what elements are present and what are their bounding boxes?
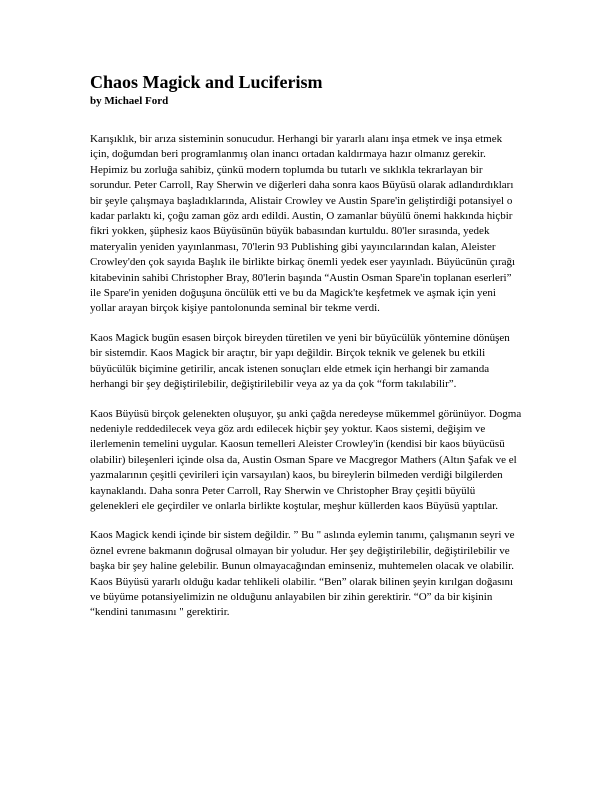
document-title: Chaos Magick and Luciferism bbox=[90, 72, 323, 92]
document-body bbox=[90, 132, 522, 621]
document-byline: by Michael Ford bbox=[90, 95, 169, 107]
document-page bbox=[90, 72, 522, 635]
paragraph-3: Kaos Büyüsü birçok gelenekten oluşuyor, şu anki çağda neredeyse mükemmel görünüyor. Dogma nedeniyle reddedilecek veya göz ardı edilecek hiçbir şey yoktur. Kaos sistemi, değişim ve ilerlemenin temelini uygular. Kaosun temelleri Aleister Crowley'in (kendisi bir kaos büyücüsü olabilir) bileşenleri içinde olsa da, Austin Osman Spare ve Macgregor Mathers (Altın Şafak ve el yazmalarının çeşitli çevirileri için varsayılan) kaos, bu bireylerin bilmeden verdiği bilgilerden kaynaklandı. Daha sonra Peter Carroll, Ray Sherwin ve Christopher Bray çeşitli büyülü gelenekleri ele geçirdiler ve onlarla birlikte koştular, meşhur küllerden kaos Büyüsü yaptılar. bbox=[90, 407, 522, 512]
paragraph-1: Karışıklık, bir arıza sisteminin sonucudur. Herhangi bir yararlı alanı inşa etmek ve inşa etmek için, doğumdan beri programlanmış olan inancı ortadan kaldırmaya hazır olmanız gerekir. Hepimiz bu zorluğa sahibiz, çünkü modern toplumda bu tutarlı ve sıklıkla tekrarlayan bir sorundur. Peter Carroll, Ray Sherwin ve diğerleri daha sonra kaos Büyüsü olarak adlandırdıkları bir şeyle çalışmaya başladıklarında, Alistair Crowley ve Austin Spare'in geliştirdiği potansiyel o kadar parlaktı ki, çoğu zaman göz ardı edildi. Austin, O zamanlar büyülü önemi hakkında hiçbir fikri yokken, şüphesiz kaos Büyüsünün büyük babasından kurtuldu. 80'ler sırasında, yedek materyalin yeniden yayınlanması, 70'lerin 93 Publishing gibi yayıncılarından kalan, Aleister Crowley'den çok sayıda Başlık ile birlikte birkaç önemli yedek eser yayınladı. Büyücünün çırağı kitabevinin sahibi Christopher Bray, 80'lerin başında “Austin Osman Spare'in toplanan eserleri” ile Spare'in yeniden doğuşuna öncülük etti ve bu da Magick'te keşfetmek ve aşmak için yeni yollar arayan birçok kişiye pantolonunda seminal bir tekme verdi. bbox=[90, 133, 516, 315]
paragraph-2: Kaos Magick bugün esasen birçok bireyden türetilen ve yeni bir büyücülük yöntemine dönüşen bir sistemdir. Kaos Magick bir araçtır, bir yapı değildir. Birçok teknik ve gelenek bu etkili büyücülük biçimine getirilir, ancak istenen sonuçları elde etmek için herhangi bir zamanda herhangi bir şey değiştirilebilir, değiştirilebilir veya az ya da çok “form takılabilir”. bbox=[90, 331, 510, 391]
paragraph-4: Kaos Magick kendi içinde bir sistem değildir. ” Bu " aslında eylemin tanımı, çalışmanın seyri ve öznel evrene bakmanın doğrusal olmayan bir yoludur. Her şey değiştirilebilir, değiştirilebilir ve başka bir şey haline gelebilir. Bunun olmayacağından eminseniz, muhtemelen olacak ve olabilir. Kaos Büyüsü yararlı olduğu kadar tehlikeli olabilir. “Ben” olarak bilinen şeyin kırılgan doğasını ve büyüme potansiyelimizin ne olduğunu anlayabilen bir zihin gerektirir. “O” da bir kişinin “kendini tanımasını " gerektirir. bbox=[90, 529, 515, 619]
